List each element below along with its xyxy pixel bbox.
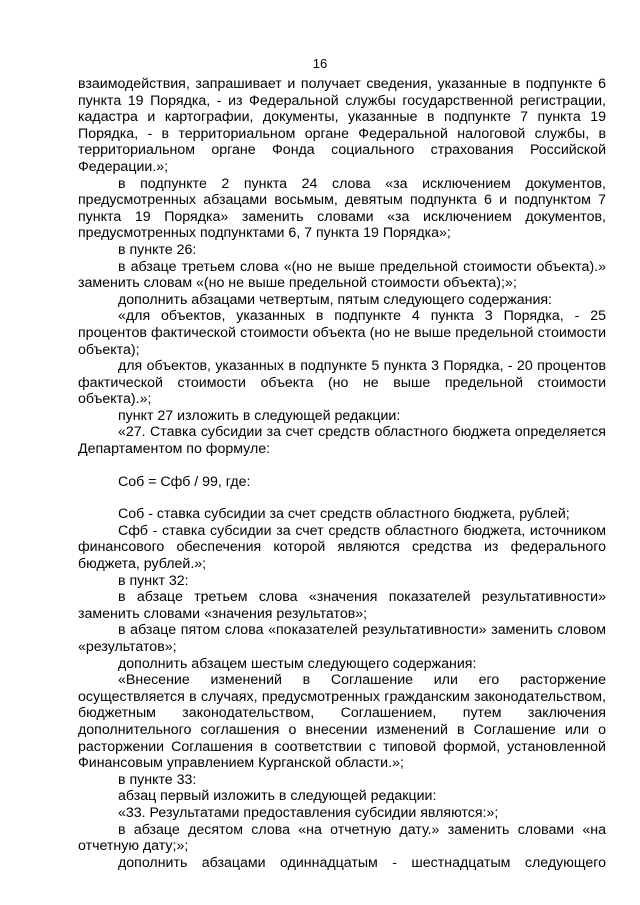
paragraph: в пункте 33: bbox=[118, 771, 197, 788]
paragraph: «27. Ставка субсидии за счет средств областного бюджета определяется Департаментом по формуле: bbox=[78, 424, 606, 458]
paragraph: дополнить абзацами одиннадцатым - шестнадцатым следующего bbox=[118, 854, 606, 871]
paragraph: «Внесение изменений в Соглашение или его расторжение осуществляется в случаях, предусмотренных гражданским законодательством, бюджетным законодательством, Соглашением, путем заключения дополнительного соглашения о внесении изменений в Соглашение или о расторжении Соглашения в соответствии с типовой формой, установленной Финансовым управлением Курганской области.»; bbox=[78, 672, 606, 772]
paragraph: дополнить абзацами четвертым, пятым следующего содержания: bbox=[118, 291, 552, 308]
paragraph: в абзаце третьем слова «значения показателей результативности» заменить словами «значения результатов»; bbox=[78, 589, 606, 622]
paragraph: дополнить абзацем шестым следующего содержания: bbox=[118, 655, 477, 672]
paragraph: взаимодействия, запрашивает и получает сведения, указанные в подпункте 6 пункта 19 Порядка, - из Федеральной службы государственной регистрации, кадастра и картографии, документы, указанные в подпункте 7 пункта 19 Порядка, - в территориальном органе Федеральной налоговой службы, в территориальном органе Фонда социального страхования Российской Федерации.»; bbox=[78, 76, 606, 175]
paragraph: в подпункте 2 пункта 24 слова «за исключением документов, предусмотренных абзацами восьмым, девятым подпункта 6 и подпунктом 7 пункта 19 Порядка» заменить словами «за исключением документов, предусмотренных подпунктами 6, 7 пункта 19 Порядка»; bbox=[78, 175, 606, 242]
paragraph: для объектов, указанных в подпункте 5 пункта 3 Порядка, - 20 процентов фактической стоимости объекта (но не выше предельной стоимости объекта).»; bbox=[78, 358, 606, 408]
paragraph: в абзаце пятом слова «показателей результативности» заменить словом «результатов»; bbox=[78, 622, 606, 655]
paragraph: «для объектов, указанных в подпункте 4 пункта 3 Порядка, - 25 процентов фактической стоимости объекта (но не выше предельной стоимости объекта); bbox=[78, 308, 606, 358]
spacer bbox=[78, 458, 606, 474]
paragraph: в пункте 26: bbox=[118, 241, 197, 258]
paragraph: в абзаце третьем слова «(но не выше предельной стоимости объекта).» заменить словам «(но не выше предельной стоимости объекта);»; bbox=[78, 258, 606, 292]
paragraph: абзац первый изложить в следующей редакции: bbox=[118, 788, 437, 805]
spacer bbox=[78, 490, 606, 506]
formula: Соб = Сфб / 99, где: bbox=[118, 473, 251, 490]
page-number: 16 bbox=[312, 56, 328, 71]
paragraph: Соб - ставка субсидии за счет средств областного бюджета, рублей; bbox=[118, 506, 570, 523]
paragraph: Сфб - ставка субсидии за счет средств областного бюджета, источником финансового обеспечения которой являются средства из федерального бюджета, рублей.»; bbox=[78, 522, 606, 573]
paragraph: в пункт 32: bbox=[118, 572, 189, 589]
paragraph: пункт 27 изложить в следующей редакции: bbox=[118, 407, 401, 424]
paragraph: «33. Результатами предоставления субсидии являются:»; bbox=[118, 804, 499, 821]
paragraph: в абзаце десятом слова «на отчетную дату.» заменить словами «на отчетную дату;»; bbox=[78, 821, 606, 855]
document-body bbox=[78, 76, 606, 871]
